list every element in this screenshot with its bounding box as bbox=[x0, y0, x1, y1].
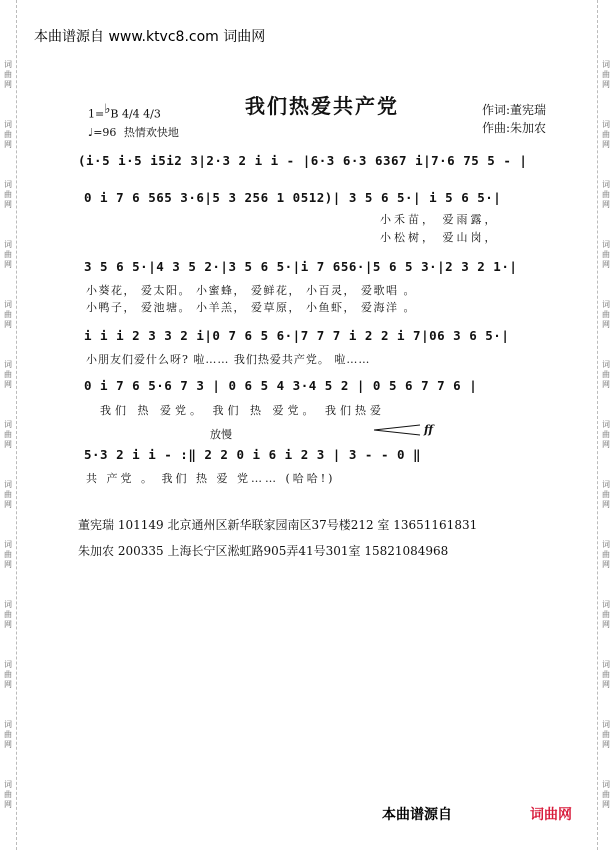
footer-source-label: 本曲谱源自 bbox=[382, 807, 452, 823]
key-prefix: 1= bbox=[88, 107, 105, 121]
watermark-glyph: 曲 bbox=[602, 370, 610, 379]
watermark-glyph: 曲 bbox=[4, 250, 12, 259]
tempo-change-marking: 放慢 bbox=[210, 428, 232, 441]
watermark-glyph: 网 bbox=[4, 260, 12, 269]
score-line-1: (i·5 i·5 i5i2 3|2·3 2 i i - |6·3 6·3 6367 i|7·6 75 5 - | bbox=[78, 153, 528, 168]
score-line-3: 3 5 6 5·|4 3 5 2·|3 5 6 5·|i 7 656·|5 6 5 3·|2 3 2 1·| bbox=[84, 259, 518, 274]
watermark-glyph: 网 bbox=[602, 620, 610, 629]
watermark-glyph: 词 bbox=[4, 540, 12, 549]
score-line-6: 5·3 2 i i - :‖ 2 2 0 i 6 i 2 3 | 3 - - 0 ‖ bbox=[84, 447, 422, 462]
watermark-glyph: 网 bbox=[602, 680, 610, 689]
watermark-glyph: 词 bbox=[602, 540, 610, 549]
watermark-glyph: 词 bbox=[602, 300, 610, 309]
lyric-line-2b: 小松树， 爱山岗， bbox=[380, 231, 499, 244]
watermark-glyph: 词 bbox=[4, 480, 12, 489]
watermark-glyph: 曲 bbox=[4, 370, 12, 379]
watermark-glyph: 词 bbox=[4, 180, 12, 189]
watermark-glyph: 网 bbox=[4, 320, 12, 329]
watermark-glyph: 曲 bbox=[4, 190, 12, 199]
watermark-glyph: 词 bbox=[602, 240, 610, 249]
watermark-glyph: 曲 bbox=[602, 490, 610, 499]
left-watermark-strip bbox=[0, 0, 17, 850]
watermark-glyph: 网 bbox=[602, 320, 610, 329]
watermark-glyph: 词 bbox=[602, 600, 610, 609]
tempo-marking bbox=[88, 124, 179, 140]
tempo-expression: 热情欢快地 bbox=[123, 126, 179, 139]
watermark-glyph: 曲 bbox=[602, 430, 610, 439]
watermark-glyph: 网 bbox=[602, 80, 610, 89]
watermark-glyph: 曲 bbox=[4, 310, 12, 319]
watermark-glyph: 曲 bbox=[602, 730, 610, 739]
watermark-glyph: 词 bbox=[602, 420, 610, 429]
watermark-glyph: 词 bbox=[4, 660, 12, 669]
watermark-glyph: 曲 bbox=[4, 490, 12, 499]
lyric-line-3b: 小鸭子， 爱池塘。 小羊羔， 爱草原， 小鱼虾， 爱海洋 。 bbox=[86, 301, 416, 314]
key-signature bbox=[88, 102, 161, 121]
watermark-glyph: 网 bbox=[4, 140, 12, 149]
right-watermark-strip bbox=[597, 0, 614, 850]
watermark-glyph: 曲 bbox=[4, 730, 12, 739]
watermark-glyph: 曲 bbox=[4, 610, 12, 619]
watermark-glyph: 词 bbox=[4, 120, 12, 129]
lyricist-credit: 作词:董宪瑞 bbox=[482, 103, 547, 117]
watermark-glyph: 曲 bbox=[602, 130, 610, 139]
watermark-glyph: 网 bbox=[4, 380, 12, 389]
song-title: 我们热爱共产党 bbox=[245, 94, 399, 118]
watermark-glyph: 网 bbox=[4, 620, 12, 629]
watermark-glyph: 曲 bbox=[602, 310, 610, 319]
watermark-glyph: 网 bbox=[602, 140, 610, 149]
fortissimo-mark: ff bbox=[424, 423, 434, 436]
watermark-glyph: 词 bbox=[602, 780, 610, 789]
lyric-line-2a: 小禾苗， 爱雨露， bbox=[380, 213, 499, 226]
watermark-glyph: 网 bbox=[602, 440, 610, 449]
score-line-5: 0 i 7 6 5·6 7 3 | 0 6 5 4 3·4 5 2 | 0 5 6 7 7 6 | bbox=[84, 378, 478, 393]
watermark-glyph: 曲 bbox=[602, 790, 610, 799]
watermark-glyph: 词 bbox=[602, 480, 610, 489]
watermark-glyph: 词 bbox=[602, 360, 610, 369]
watermark-glyph: 曲 bbox=[602, 670, 610, 679]
watermark-glyph: 曲 bbox=[602, 610, 610, 619]
contact-line-composer: 朱加农 200335 上海长宁区淞虹路905弄41号301室 15821084968 bbox=[78, 544, 449, 558]
watermark-glyph: 网 bbox=[602, 380, 610, 389]
watermark-glyph: 词 bbox=[4, 360, 12, 369]
watermark-glyph: 网 bbox=[4, 680, 12, 689]
watermark-glyph: 曲 bbox=[602, 550, 610, 559]
watermark-glyph: 网 bbox=[4, 800, 12, 809]
watermark-glyph: 网 bbox=[4, 560, 12, 569]
watermark-glyph: 网 bbox=[4, 440, 12, 449]
watermark-glyph: 网 bbox=[602, 740, 610, 749]
watermark-glyph: 网 bbox=[602, 800, 610, 809]
watermark-glyph: 曲 bbox=[602, 190, 610, 199]
lyric-line-4: 小朋友们爱什么呀? 啦…… 我们热爱共产党。 啦…… bbox=[86, 353, 371, 366]
watermark-glyph: 曲 bbox=[4, 130, 12, 139]
watermark-glyph: 词 bbox=[4, 600, 12, 609]
score-line-4: i i i 2 3 3 2 i|0 7 6 5 6·|7 7 7 i 2 2 i 7|06 3 6 5·| bbox=[84, 328, 510, 343]
watermark-glyph: 词 bbox=[602, 60, 610, 69]
watermark-glyph: 词 bbox=[4, 240, 12, 249]
tempo-value: ♩=96 bbox=[88, 126, 117, 139]
key-meter: B 4/4 4/3 bbox=[110, 107, 161, 121]
watermark-glyph: 词 bbox=[602, 180, 610, 189]
watermark-glyph: 网 bbox=[4, 200, 12, 209]
watermark-glyph: 曲 bbox=[4, 430, 12, 439]
watermark-glyph: 网 bbox=[602, 560, 610, 569]
watermark-glyph: 网 bbox=[4, 500, 12, 509]
watermark-glyph: 曲 bbox=[4, 550, 12, 559]
site-header: 本曲谱源自 www.ktvc8.com 词曲网 bbox=[34, 29, 266, 45]
crescendo-hairpin bbox=[372, 423, 424, 437]
lyric-line-5: 我们 热 爱党。 我们 热 爱党。 我们热爱 bbox=[100, 404, 385, 417]
watermark-glyph: 词 bbox=[4, 720, 12, 729]
lyric-line-6: 共 产党 。 我们 热 爱 党…… (哈哈!) bbox=[86, 472, 336, 485]
watermark-glyph: 词 bbox=[602, 120, 610, 129]
watermark-glyph: 曲 bbox=[4, 70, 12, 79]
watermark-glyph: 曲 bbox=[602, 250, 610, 259]
footer-brand-link[interactable]: 词曲网 bbox=[530, 807, 572, 823]
watermark-glyph: 网 bbox=[602, 260, 610, 269]
lyric-line-3a: 小葵花， 爱太阳。 小蜜蜂， 爱鲜花， 小百灵， 爱歌唱 。 bbox=[86, 284, 416, 297]
watermark-glyph: 网 bbox=[602, 500, 610, 509]
watermark-glyph: 词 bbox=[4, 420, 12, 429]
watermark-glyph: 网 bbox=[4, 740, 12, 749]
flat-sign: ♭ bbox=[104, 102, 111, 117]
contact-line-lyricist: 董宪瑞 101149 北京通州区新华联家园南区37号楼212 室 13651161831 bbox=[78, 518, 478, 532]
watermark-glyph: 词 bbox=[4, 300, 12, 309]
watermark-glyph: 曲 bbox=[4, 670, 12, 679]
composer-credit: 作曲:朱加农 bbox=[482, 121, 547, 135]
watermark-glyph: 曲 bbox=[602, 70, 610, 79]
watermark-glyph: 词 bbox=[4, 780, 12, 789]
watermark-glyph: 网 bbox=[602, 200, 610, 209]
watermark-glyph: 词 bbox=[602, 720, 610, 729]
watermark-glyph: 词 bbox=[602, 660, 610, 669]
watermark-glyph: 网 bbox=[4, 80, 12, 89]
score-line-2: 0 i 7 6 565 3·6|5 3 256 1 0512)| 3 5 6 5·| i 5 6 5·| bbox=[84, 190, 502, 205]
watermark-glyph: 曲 bbox=[4, 790, 12, 799]
watermark-glyph: 词 bbox=[4, 60, 12, 69]
